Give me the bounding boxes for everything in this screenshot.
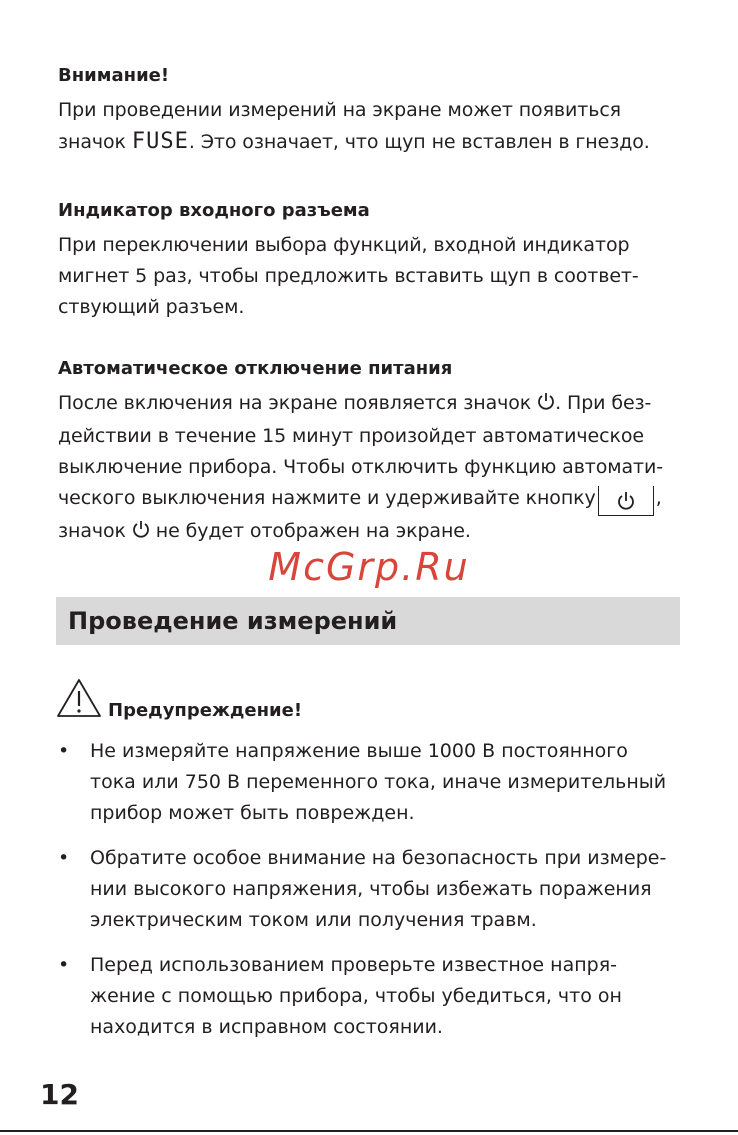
auto-power-off-line-1-before: После включения на экране появляется значок xyxy=(58,392,538,414)
warning-triangle-icon xyxy=(56,678,102,722)
list-item-line: нии высокого напряжения, чтобы избежать поражения xyxy=(90,878,652,900)
list-item xyxy=(58,950,688,1043)
power-button-key xyxy=(598,486,654,516)
auto-power-off-line-4-after: , xyxy=(655,487,662,509)
power-icon xyxy=(616,495,636,517)
attention-line-1: При проведении измерений на экране может появиться xyxy=(58,99,621,121)
input-indicator-title: Индикатор входного разъема xyxy=(58,200,370,221)
auto-power-off-line-1-after: . При без- xyxy=(555,392,652,414)
input-indicator-line-3: ствующий разъем. xyxy=(58,296,245,318)
warning-title: Предупреждение! xyxy=(108,700,303,721)
list-item-line: тока или 750 В переменного тока, иначе измерительный xyxy=(90,771,667,793)
warning-list xyxy=(58,736,688,1057)
list-item-line: Не измеряйте напряжение выше 1000 В постоянного xyxy=(90,740,628,762)
attention-block xyxy=(58,64,698,158)
auto-power-off-title: Автоматическое отключение питания xyxy=(58,358,453,379)
section-heading-bar xyxy=(56,597,680,645)
list-item xyxy=(58,736,688,829)
bullet-icon: • xyxy=(58,954,70,976)
list-item xyxy=(58,843,688,936)
list-item-line: электрическим током или получения травм. xyxy=(90,909,537,931)
list-item-line: прибор может быть поврежден. xyxy=(90,802,415,824)
attention-line-2 xyxy=(58,126,698,158)
auto-power-off-line-5-before: значок xyxy=(58,520,132,542)
attention-line-2-after: . Это означает, что щуп не вставлен в гнездо. xyxy=(188,131,650,153)
section-title: Проведение измерений xyxy=(68,607,398,635)
list-item-line: жение с помощью прибора, чтобы убедиться, что он xyxy=(90,985,622,1007)
auto-power-off-line-4-before: ческого выключения нажмите и удерживайте кнопку xyxy=(58,487,596,509)
attention-title: Внимание! xyxy=(58,65,170,86)
bullet-icon: • xyxy=(58,847,70,869)
bottom-divider xyxy=(0,1130,738,1132)
auto-power-off-line-5-after: не будет отображен на экране. xyxy=(149,520,471,542)
input-indicator-block xyxy=(58,199,698,323)
list-item-line: находится в исправном состоянии. xyxy=(90,1016,443,1038)
power-timer-icon xyxy=(537,390,555,421)
auto-power-off-line-2: действии в течение 15 минут произойдет автоматическое xyxy=(58,425,644,447)
list-item-line: Перед использованием проверьте известное напря- xyxy=(90,954,617,976)
auto-power-off-line-4 xyxy=(58,483,698,516)
attention-line-2-before: значок xyxy=(58,131,132,153)
warning-heading xyxy=(56,678,656,722)
auto-power-off-line-1 xyxy=(58,388,698,421)
bullet-icon: • xyxy=(58,740,70,762)
auto-power-off-line-3: выключение прибора. Чтобы отключить функцию автомати- xyxy=(58,456,664,478)
watermark: McGrp.Ru xyxy=(268,545,470,589)
list-item-line: Обратите особое внимание на безопасность при измере- xyxy=(90,847,667,869)
page-number: 12 xyxy=(40,1078,79,1111)
input-indicator-line-2: мигнет 5 раз, чтобы предложить вставить щуп в соответ- xyxy=(58,265,639,287)
auto-power-off-block xyxy=(58,357,698,549)
fuse-symbol: FUSE xyxy=(131,129,189,154)
input-indicator-line-1: При переключении выбора функций, входной индикатор xyxy=(58,234,630,256)
